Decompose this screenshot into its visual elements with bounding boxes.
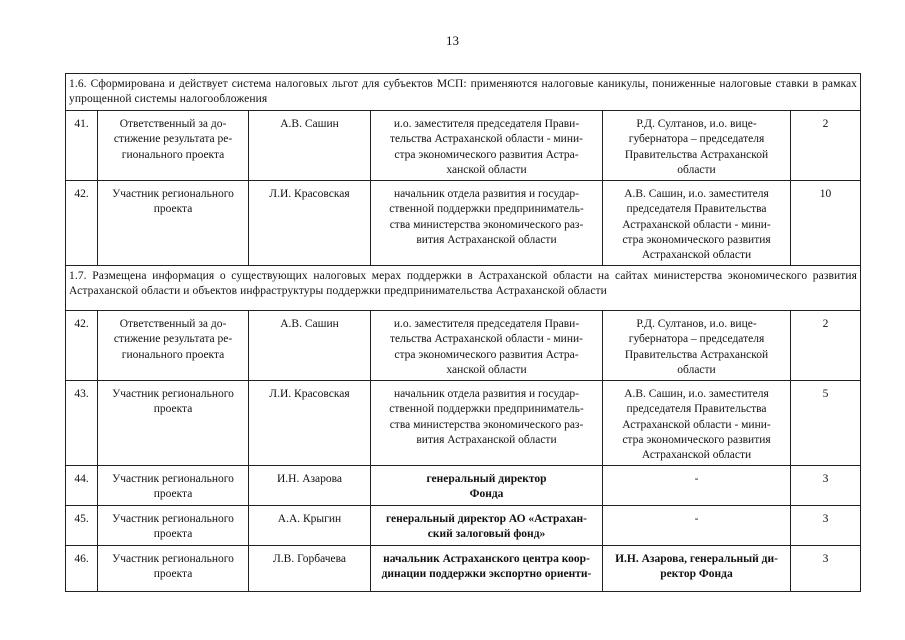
supervisor-cell xyxy=(603,506,791,546)
role-cell-line: Участник регионального xyxy=(112,513,234,525)
position-cell xyxy=(371,311,603,381)
role-cell-line: проекта xyxy=(153,203,193,216)
position-cell-line: ский залоговый фонд» xyxy=(427,528,546,541)
supervisor-cell xyxy=(603,546,791,592)
row-number: 41. xyxy=(66,111,98,181)
position-cell xyxy=(371,181,603,266)
supervisor-cell-line: Астраханской области xyxy=(641,449,752,462)
section-heading: 1.7. Размещена информация о существующих налоговых мерах поддержки в Астраханской области на сайтах министерства экономического развития Астраханской области и объектов инфраструктуры поддержки предпринимательства Астраханской области xyxy=(66,266,861,311)
position-cell xyxy=(371,506,603,546)
table-row xyxy=(66,546,861,592)
role-cell-line: гионального проекта xyxy=(121,348,225,361)
position-cell-line: ханской области xyxy=(446,163,527,176)
supervisor-cell-line: - xyxy=(694,473,699,485)
position-cell xyxy=(371,546,603,592)
row-number: 43. xyxy=(66,381,98,466)
position-cell-line: вития Астраханской области xyxy=(416,433,557,446)
role-cell-line: Ответственный за до- xyxy=(119,318,227,330)
supervisor-cell-line: области xyxy=(677,163,716,176)
position-cell-line: динации поддержки экспортно ориенти- xyxy=(381,568,592,581)
table-row xyxy=(66,111,861,181)
supervisor-cell-line: И.Н. Азарова, генеральный ди- xyxy=(615,553,778,565)
hours-cell: 2 xyxy=(791,111,861,181)
position-cell-line: генеральный директор АО «Астрахан- xyxy=(385,513,588,525)
section-heading: 1.6. Сформирована и действует система налоговых льгот для субъектов МСП: применяются налоговые каникулы, пониженные налоговые ставки в рамках упрощенной системы налогообложения xyxy=(66,74,861,111)
name-cell: И.Н. Азарова xyxy=(249,466,371,506)
supervisor-cell-line: Астраханской области xyxy=(641,249,752,262)
role-cell xyxy=(98,381,249,466)
row-number: 45. xyxy=(66,506,98,546)
position-cell-line: начальник отдела развития и государ- xyxy=(393,188,580,200)
position-cell-line: начальник Астраханского центра коор- xyxy=(383,553,590,565)
position-cell-line: тельства Астраханской области - мини- xyxy=(390,333,583,346)
supervisor-cell-line: Астраханской области - мини- xyxy=(622,418,771,431)
supervisor-cell xyxy=(603,311,791,381)
supervisor-cell-line: области xyxy=(677,363,716,376)
table-row xyxy=(66,381,861,466)
supervisor-cell-line: Правительства Астраханской xyxy=(624,348,769,361)
supervisor-cell-line: А.В. Сашин, и.о. заместителя xyxy=(624,188,769,200)
position-cell-line: стра экономического развития Астра- xyxy=(394,348,579,361)
supervisor-cell-line: губернатора – председателя xyxy=(628,333,765,346)
position-cell-line: ственной поддержки предприниматель- xyxy=(389,403,584,416)
row-number: 42. xyxy=(66,181,98,266)
role-cell xyxy=(98,111,249,181)
section-row xyxy=(66,266,861,311)
hours-cell: 3 xyxy=(791,466,861,506)
supervisor-cell xyxy=(603,381,791,466)
supervisor-cell-line: Правительства Астраханской xyxy=(624,148,769,161)
name-cell: А.А. Крыгин xyxy=(249,506,371,546)
table-body xyxy=(66,74,861,592)
table-row xyxy=(66,311,861,381)
document-table xyxy=(65,73,861,592)
role-cell xyxy=(98,466,249,506)
hours-cell: 2 xyxy=(791,311,861,381)
role-cell-line: проекта xyxy=(153,488,193,501)
position-cell-line: Фонда xyxy=(469,488,504,501)
supervisor-cell-line: ректор Фонда xyxy=(660,568,733,581)
position-cell-line: ства министерства экономического раз- xyxy=(389,418,584,431)
role-cell-line: Участник регионального xyxy=(112,388,234,400)
supervisor-cell-line: стра экономического развития xyxy=(622,433,771,446)
role-cell-line: Участник регионального xyxy=(112,188,234,200)
position-cell xyxy=(371,381,603,466)
page-number: 13 xyxy=(446,33,459,48)
hours-cell: 3 xyxy=(791,506,861,546)
hours-cell: 5 xyxy=(791,381,861,466)
position-cell-line: ственной поддержки предприниматель- xyxy=(389,203,584,216)
supervisor-cell-line: Астраханской области - мини- xyxy=(622,218,771,231)
position-cell-line: ханской области xyxy=(446,363,527,376)
name-cell: Л.И. Красовская xyxy=(249,381,371,466)
row-number: 46. xyxy=(66,546,98,592)
supervisor-cell-line: - xyxy=(694,513,699,525)
hours-cell: 3 xyxy=(791,546,861,592)
role-cell-line: проекта xyxy=(153,568,193,581)
position-cell-line: вития Астраханской области xyxy=(416,233,557,246)
hours-cell: 10 xyxy=(791,181,861,266)
table-row xyxy=(66,506,861,546)
position-cell-line: и.о. заместителя председателя Прави- xyxy=(393,118,580,130)
name-cell: А.В. Сашин xyxy=(249,111,371,181)
supervisor-cell-line: Р.Д. Султанов, и.о. вице- xyxy=(636,118,757,130)
position-cell-line: начальник отдела развития и государ- xyxy=(393,388,580,400)
name-cell: Л.И. Красовская xyxy=(249,181,371,266)
role-cell xyxy=(98,181,249,266)
role-cell-line: стижение результата ре- xyxy=(113,333,233,346)
name-cell: Л.В. Горбачева xyxy=(249,546,371,592)
section-row xyxy=(66,74,861,111)
role-cell xyxy=(98,546,249,592)
supervisor-cell xyxy=(603,466,791,506)
role-cell-line: стижение результата ре- xyxy=(113,133,233,146)
role-cell xyxy=(98,311,249,381)
role-cell-line: проекта xyxy=(153,403,193,416)
supervisor-cell-line: председателя Правительства xyxy=(626,403,767,416)
position-cell-line: стра экономического развития Астра- xyxy=(394,148,579,161)
position-cell xyxy=(371,111,603,181)
name-cell: А.В. Сашин xyxy=(249,311,371,381)
position-cell-line: генеральный директор xyxy=(426,473,547,485)
supervisor-cell-line: Р.Д. Султанов, и.о. вице- xyxy=(636,318,757,330)
table-row xyxy=(66,466,861,506)
role-cell-line: Участник регионального xyxy=(112,553,234,565)
role-cell xyxy=(98,506,249,546)
row-number: 44. xyxy=(66,466,98,506)
role-cell-line: гионального проекта xyxy=(121,148,225,161)
role-cell-line: проекта xyxy=(153,528,193,541)
position-cell xyxy=(371,466,603,506)
supervisor-cell-line: губернатора – председателя xyxy=(628,133,765,146)
supervisor-cell-line: А.В. Сашин, и.о. заместителя xyxy=(624,388,769,400)
position-cell-line: ства министерства экономического раз- xyxy=(389,218,584,231)
supervisor-cell xyxy=(603,111,791,181)
position-cell-line: и.о. заместителя председателя Прави- xyxy=(393,318,580,330)
supervisor-cell-line: стра экономического развития xyxy=(622,233,771,246)
position-cell-line: тельства Астраханской области - мини- xyxy=(390,133,583,146)
role-cell-line: Ответственный за до- xyxy=(119,118,227,130)
supervisor-cell xyxy=(603,181,791,266)
row-number: 42. xyxy=(66,311,98,381)
supervisor-cell-line: председателя Правительства xyxy=(626,203,767,216)
role-cell-line: Участник регионального xyxy=(112,473,234,485)
table-row xyxy=(66,181,861,266)
